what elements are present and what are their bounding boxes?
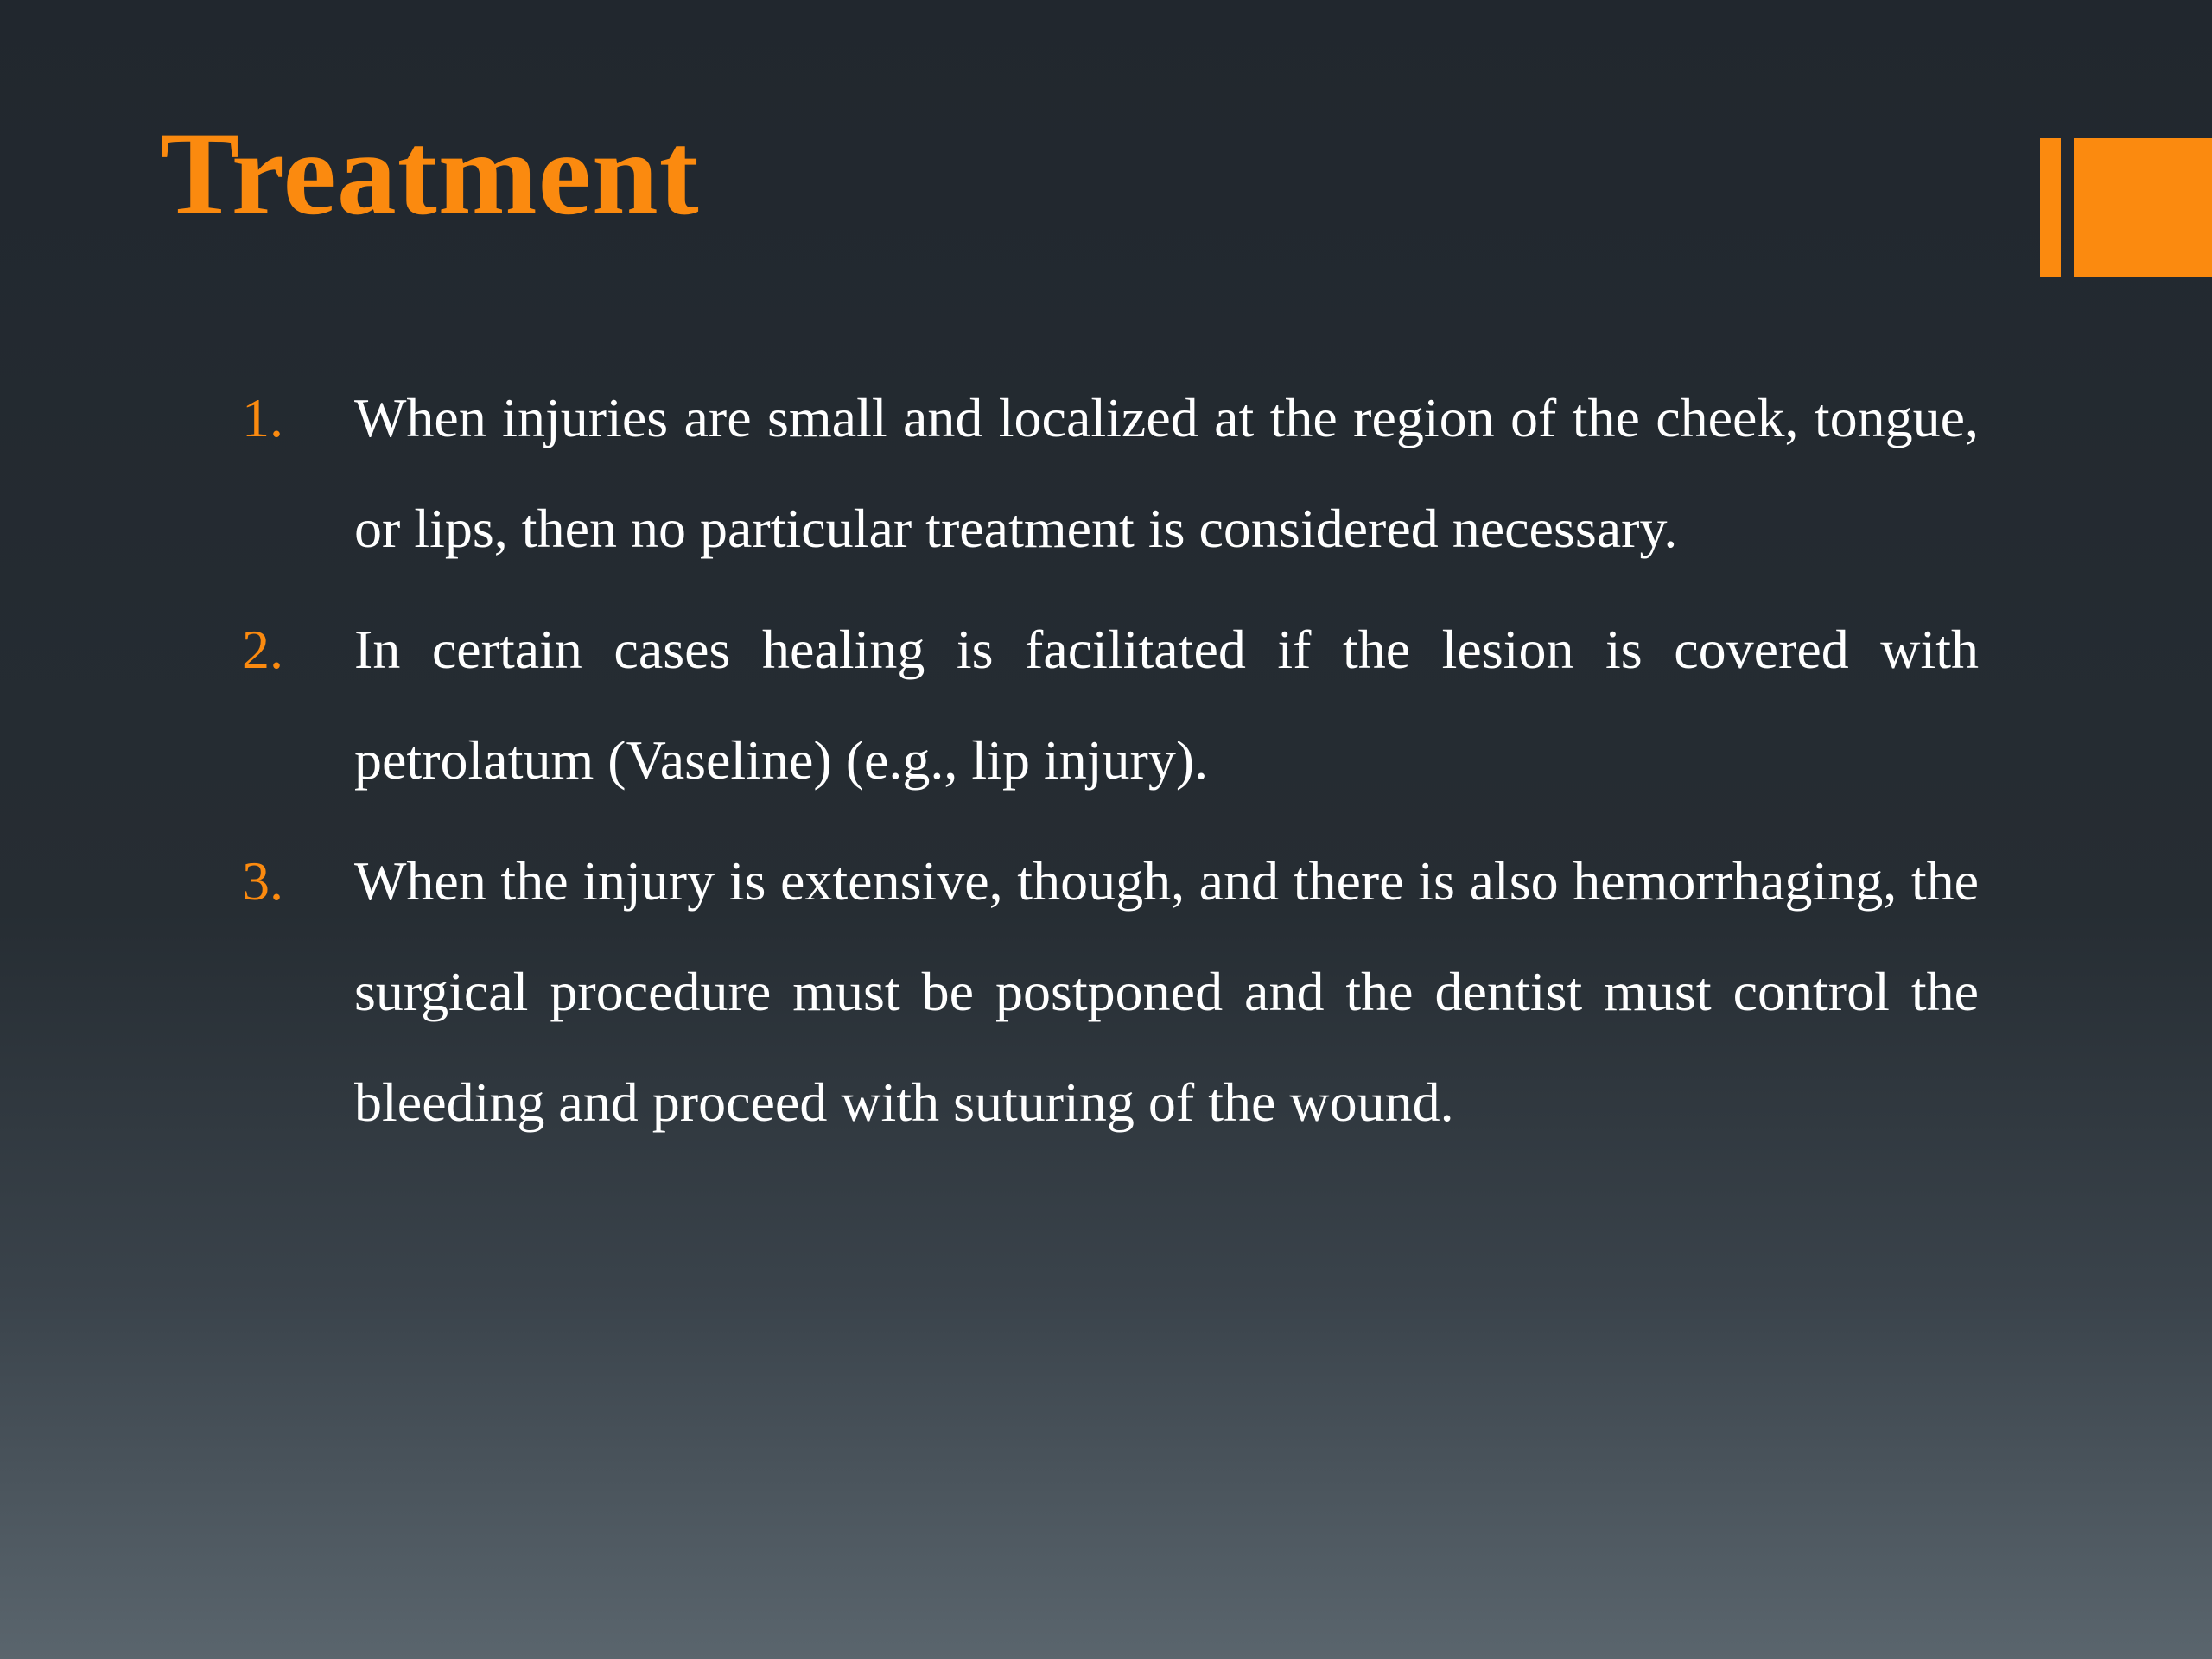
- list-item: [216, 363, 1979, 584]
- list-item-number: 2.: [242, 619, 283, 680]
- list-item-number: 1.: [242, 387, 283, 448]
- accent-bar-block: [2074, 138, 2212, 276]
- list-item-text: When injuries are small and localized at the region of the cheek, tongue, or lips, then no particular treatment is considered necessary.: [354, 387, 1979, 559]
- list-item: [216, 826, 1979, 1158]
- list-item-text: In certain cases healing is facilitated if the lesion is covered with petrolatum (Vaseline) (e.g., lip injury).: [354, 619, 1979, 791]
- slide-title: Treatment: [160, 107, 700, 239]
- list-item: [216, 594, 1979, 816]
- list-item-text: When the injury is extensive, though, and there is also hemorrhaging, the surgical procedure must be postponed and the dentist must control the bleeding and proceed with suturing of the wound.: [354, 850, 1979, 1133]
- treatment-list: [216, 363, 1979, 1168]
- list-item-number: 3.: [242, 850, 283, 912]
- accent-bar-thin: [2040, 138, 2061, 276]
